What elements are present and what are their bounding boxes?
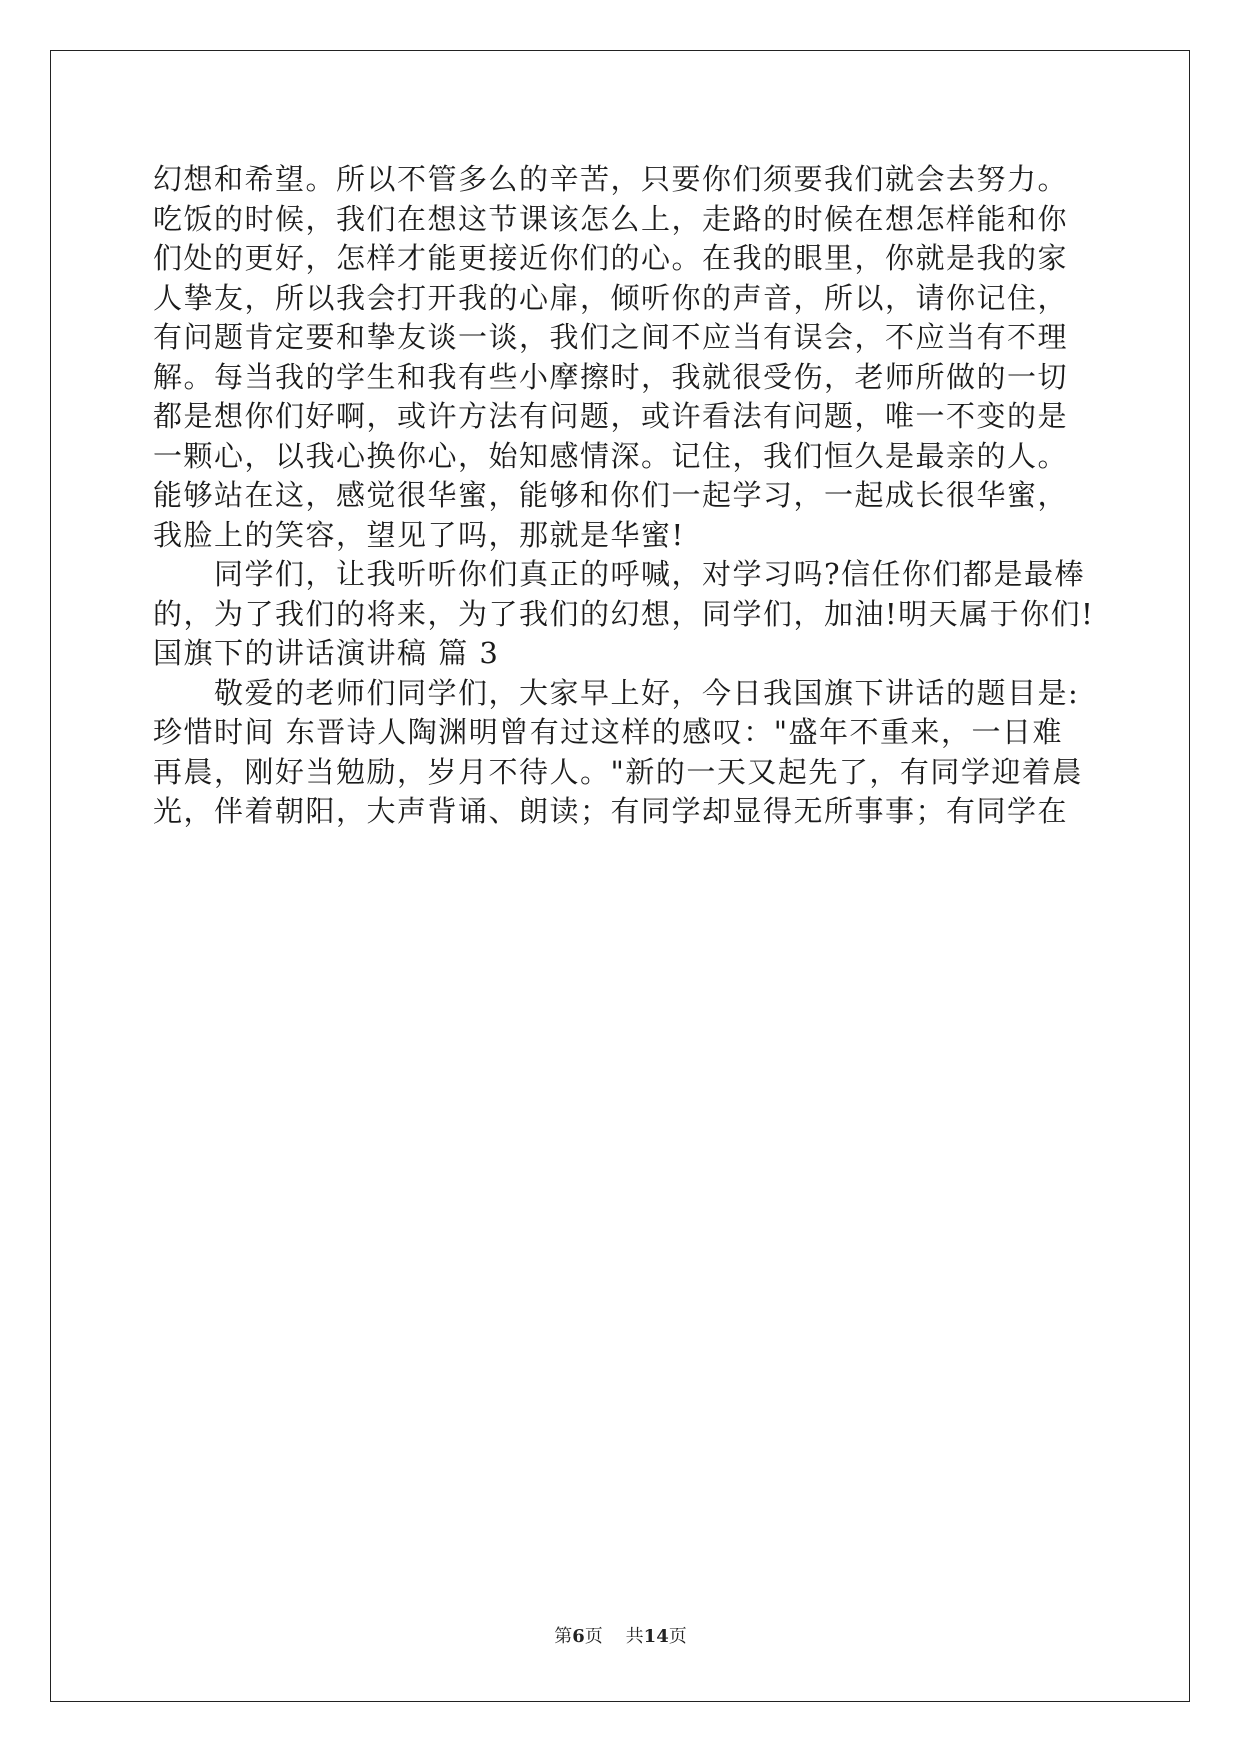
text-line: 珍惜时间 东晋诗人陶渊明曾有过这样的感叹："盛年不重来，一日难 [153,715,1064,749]
text-line: 再晨，刚好当勉励，岁月不待人。"新的一天又起先了，有同学迎着晨 [153,754,1083,789]
footer-prefix: 第 [554,1626,573,1647]
text-line: 幻想和希望。所以不管多么的辛苦，只要你们须要我们就会去努力。 [153,162,1069,196]
text-line: 我脸上的笑容，望见了吗，那就是华蜜! [153,517,685,552]
section-heading: 国旗下的讲话演讲稿 篇 3 [153,636,500,670]
footer-total-prefix: 共 [625,1626,644,1647]
footer-page-suffix: 页 [584,1626,603,1647]
footer-total-suffix: 页 [668,1626,687,1647]
text-line: 都是想你们好啊，或许方法有问题，或许看法有问题，唯一不变的是 [153,399,1069,433]
document-body [153,160,1093,832]
total-pages: 14 [643,1626,669,1647]
text-line: 解。每当我的学生和我有些小摩擦时，我就很受伤，老师所做的一切 [153,359,1069,394]
page-number: 6 [572,1626,585,1647]
text-line: 人挚友，所以我会打开我的心扉，倾听你的声音，所以，请你记住， [153,280,1069,315]
text-line: 们处的更好，怎样才能更接近你们的心。在我的眼里，你就是我的家 [153,241,1069,275]
text-line: 一颗心，以我心换你心，始知感情深。记住，我们恒久是最亲的人。 [153,438,1069,473]
text-line: 能够站在这，感觉很华蜜，能够和你们一起学习，一起成长很华蜜， [153,478,1069,512]
text-line: 吃饭的时候，我们在想这节课该怎么上，走路的时候在想怎样能和你 [153,201,1069,236]
text-line: 有问题肯定要和挚友谈一谈，我们之间不应当有误会，不应当有不理 [153,320,1069,354]
text-line: 的，为了我们的将来，为了我们的幻想，同学们，加油!明天属于你们! [153,596,1095,631]
page-footer [0,1622,1241,1648]
text-line: 光，伴着朝阳，大声背诵、朗读；有同学却显得无所事事；有同学在 [153,794,1069,828]
paragraph-start: 同学们，让我听听你们真正的呼喊，对学习吗?信任你们都是最棒 [214,557,1086,591]
paragraph-start: 敬爱的老师们同学们，大家早上好，今日我国旗下讲话的题目是: [214,675,1080,710]
